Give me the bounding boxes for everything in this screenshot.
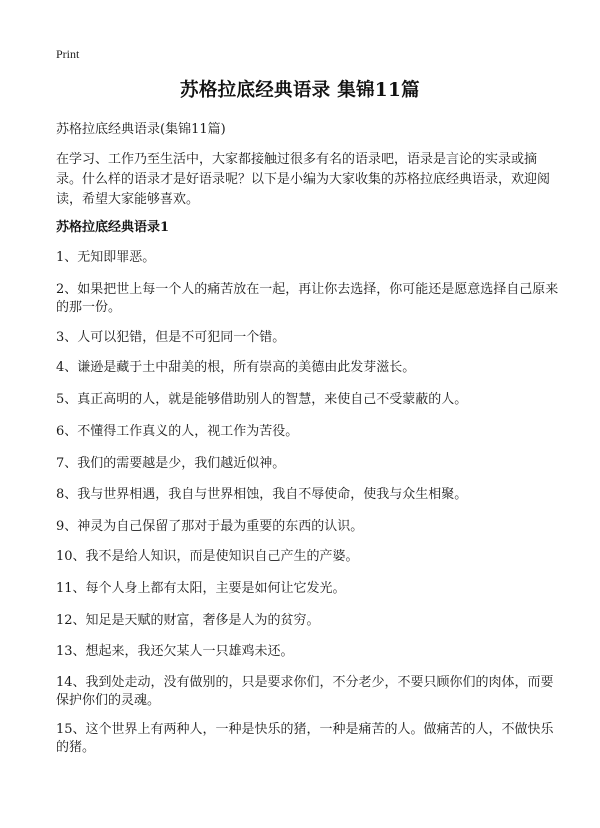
- quote-item: 13、想起来，我还欠某人一只雄鸡未还。: [56, 644, 294, 659]
- page-title: 苏格拉底经典语录 集锦11篇: [180, 80, 420, 101]
- quote-item: 8、我与世界相遇，我自与世界相蚀，我自不辱使命，使我与众生相聚。: [56, 487, 468, 502]
- quote-item: 14、我到处走动，没有做别的，只是要求你们，不分老少，不要只顾你们的肉体，而要保护你们的灵魂。: [56, 675, 554, 708]
- intro-paragraph: 在学习、工作乃至生活中，大家都接触过很多有名的语录吧，语录是言论的实录或摘录。什么样的语录才是好语录呢？以下是小编为大家收集的苏格拉底经典语录，欢迎阅读，希望大家能够喜欢。: [56, 152, 551, 207]
- quote-item: 6、不懂得工作真义的人，视工作为苦役。: [56, 424, 299, 439]
- quote-item: 4、谦逊是藏于土中甜美的根，所有崇高的美德由此发芽滋长。: [56, 360, 416, 375]
- quote-item: 10、我不是给人知识，而是使知识自己产生的产婆。: [56, 549, 359, 564]
- quote-item: 1、无知即罪恶。: [56, 250, 156, 265]
- quote-item: 9、神灵为自己保留了那对于最为重要的东西的认识。: [56, 519, 364, 534]
- section-heading: 苏格拉底经典语录1: [56, 220, 170, 235]
- quote-item: 12、知足是天赋的财富，奢侈是人为的贫穷。: [56, 613, 320, 628]
- quote-item: 2、如果把世上每一个人的痛苦放在一起，再让你去选择，你可能还是愿意选择自己原来的那一份。: [56, 282, 559, 315]
- quote-item: 7、我们的需要越是少，我们越近似神。: [56, 456, 286, 471]
- print-link[interactable]: Print: [56, 47, 80, 61]
- quote-item: 3、人可以犯错，但是不可犯同一个错。: [56, 330, 286, 345]
- quote-item: 11、每个人身上都有太阳，主要是如何让它发光。: [56, 581, 346, 596]
- quote-item: 15、这个世界上有两种人，一种是快乐的猪，一种是痛苦的人。做痛苦的人，不做快乐的猪。: [56, 722, 554, 755]
- document-subtitle: 苏格拉底经典语录(集锦11篇): [56, 122, 226, 137]
- quote-item: 5、真正高明的人，就是能够借助别人的智慧，来使自己不受蒙蔽的人。: [56, 392, 468, 407]
